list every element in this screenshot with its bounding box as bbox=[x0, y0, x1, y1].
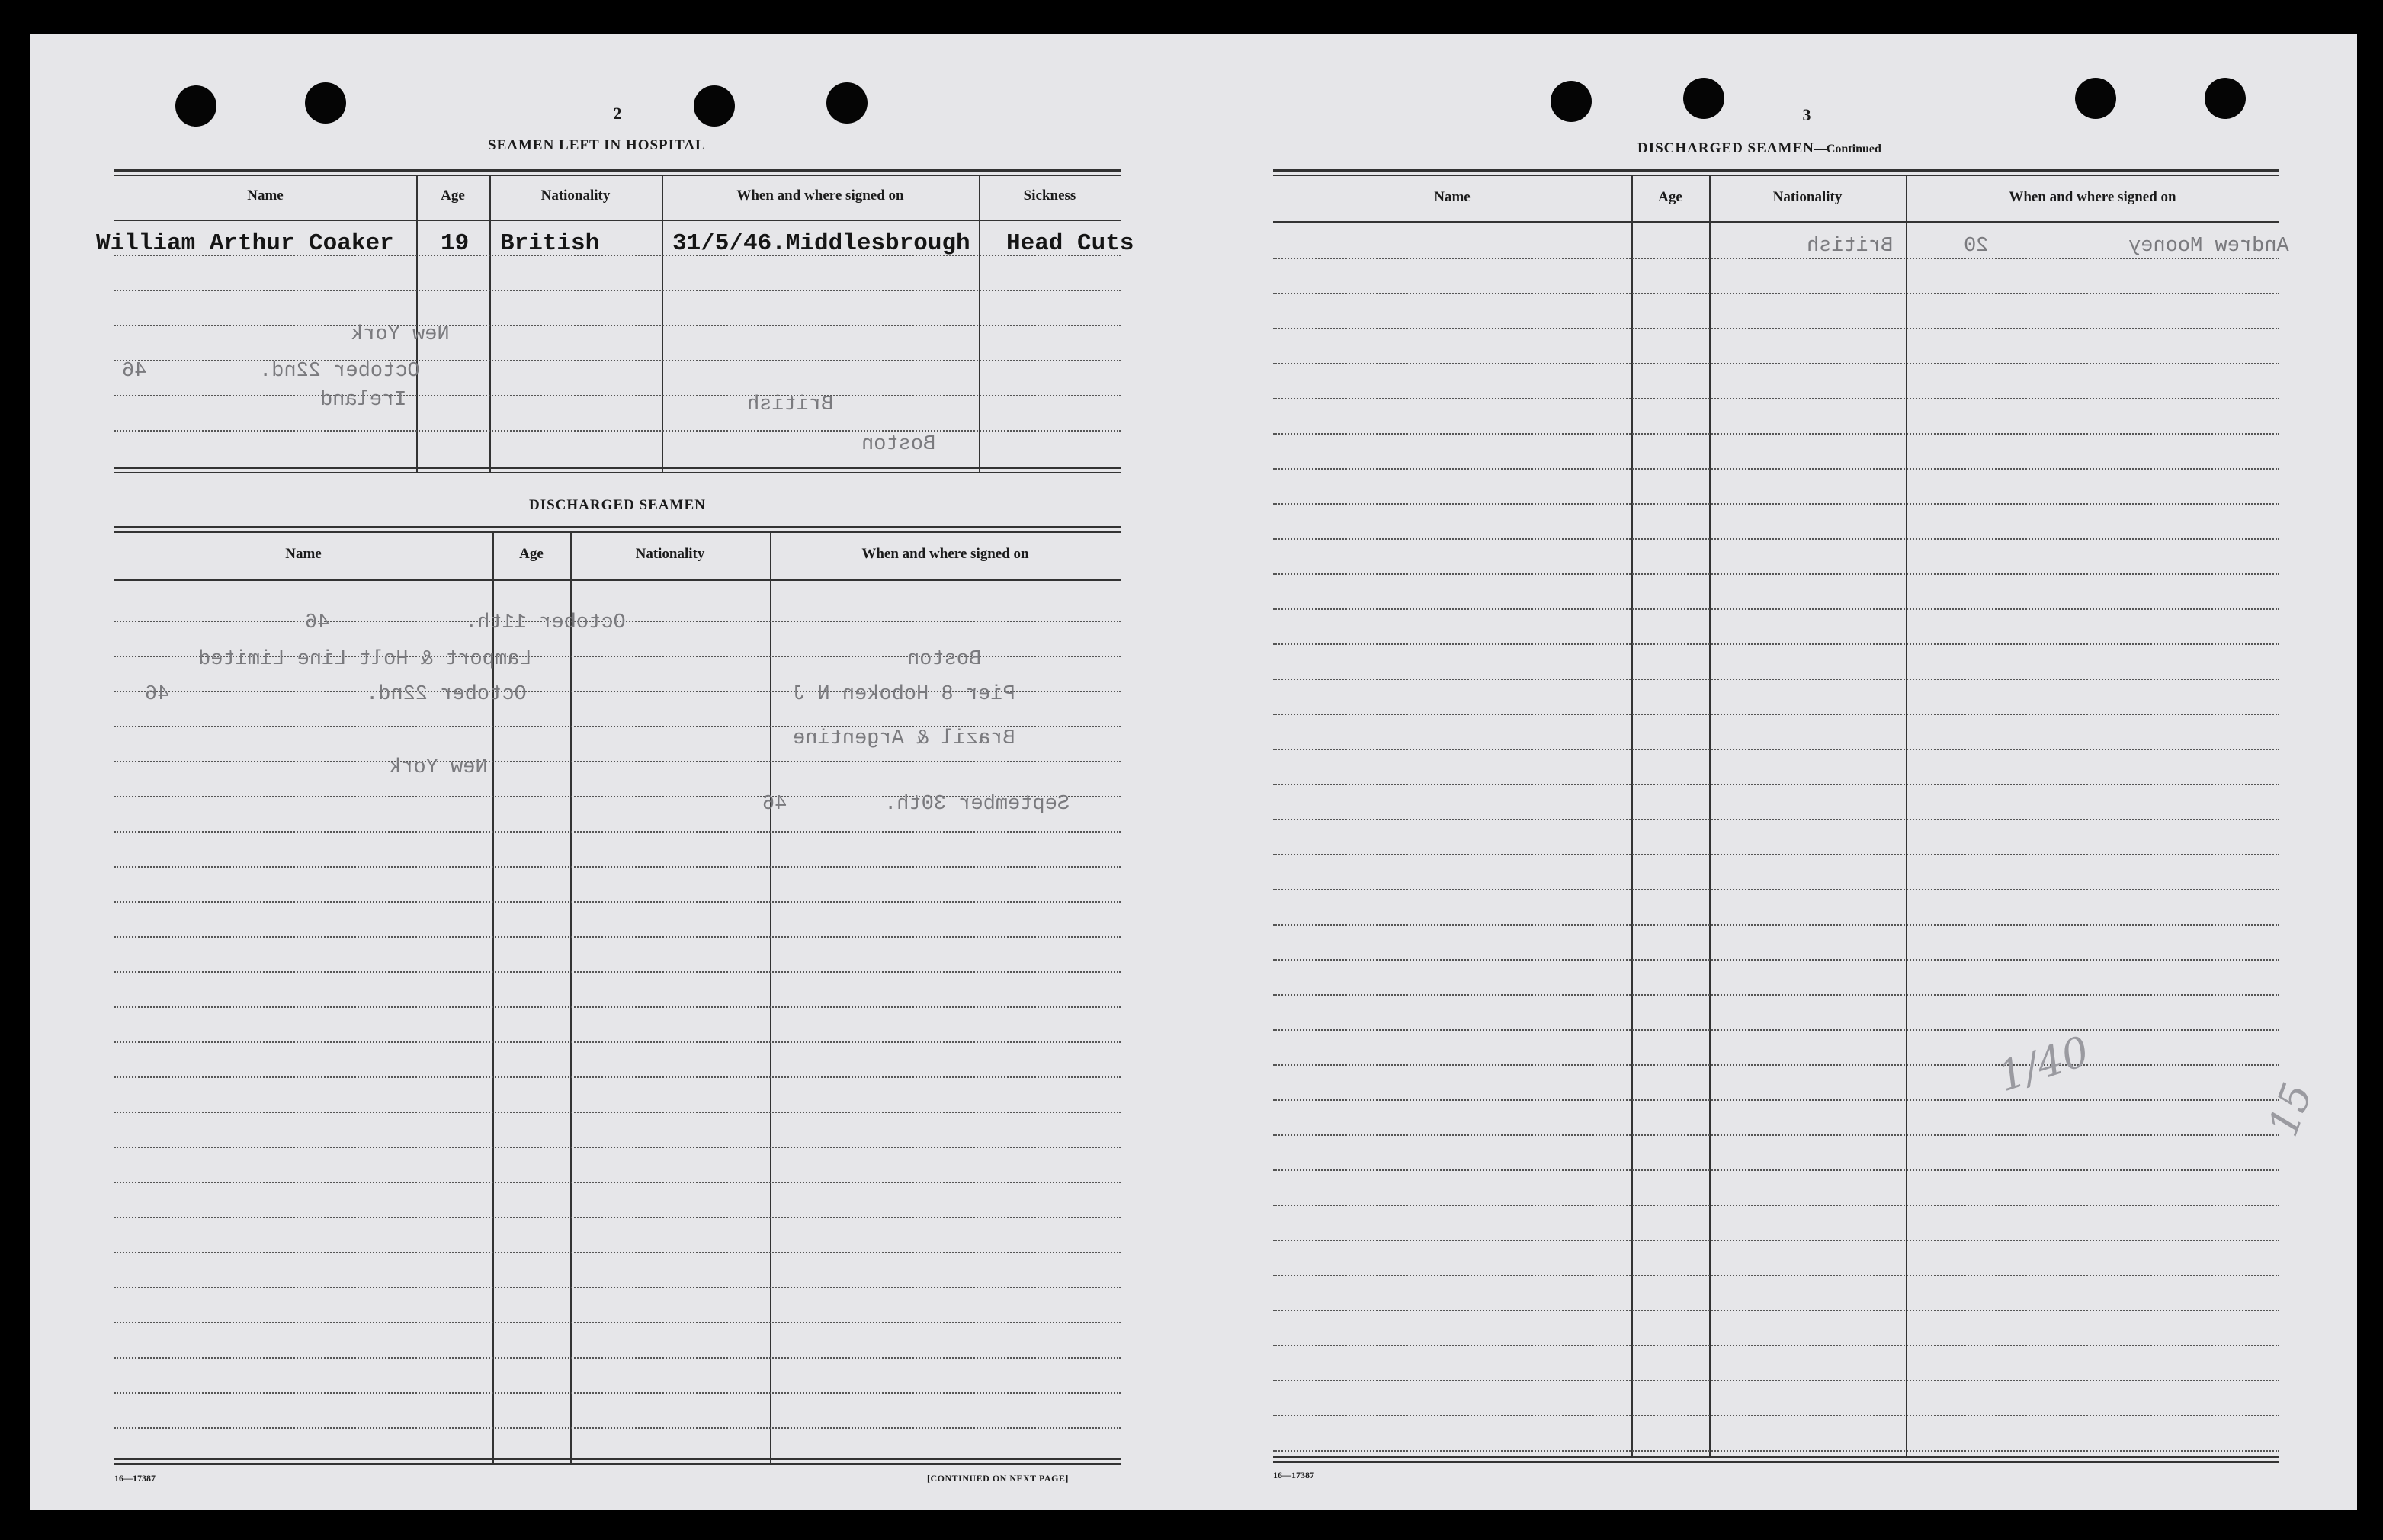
form-number: 16—17387 bbox=[114, 1473, 156, 1484]
punch-hole bbox=[2075, 78, 2116, 119]
row-line bbox=[114, 1112, 1121, 1113]
row-line bbox=[1273, 643, 2279, 645]
bleed-through-text: October 11th. bbox=[465, 611, 626, 634]
row-line bbox=[114, 1357, 1121, 1359]
row-line bbox=[114, 1252, 1121, 1253]
table-bottom-rule bbox=[114, 1458, 1121, 1465]
column-header-sickness: Sickness bbox=[1023, 188, 1076, 204]
hospital-row-sickness: Head Cuts bbox=[1006, 230, 1134, 257]
bleed-through-text: British bbox=[1807, 235, 1894, 258]
column-divider bbox=[570, 532, 572, 1464]
header-rule bbox=[1273, 221, 2279, 223]
row-line bbox=[1273, 328, 2279, 329]
row-line bbox=[1273, 749, 2279, 750]
bleed-through-text: Boston bbox=[861, 433, 936, 456]
row-line bbox=[114, 1041, 1121, 1043]
table-bottom-rule bbox=[1273, 1456, 2279, 1463]
page-number: 2 bbox=[613, 104, 622, 123]
row-line bbox=[114, 1076, 1121, 1078]
row-line bbox=[1273, 398, 2279, 399]
handwritten-mark: 1/40 bbox=[1992, 1026, 2096, 1102]
table-top-rule bbox=[1273, 169, 2279, 176]
title-continued: —Continued bbox=[1814, 143, 1881, 156]
continued-note: [CONTINUED ON NEXT PAGE] bbox=[927, 1473, 1069, 1484]
column-divider bbox=[662, 175, 663, 473]
page-number: 3 bbox=[1802, 105, 1811, 124]
bleed-through-text: 46 bbox=[762, 793, 787, 816]
punch-hole bbox=[1683, 78, 1724, 119]
row-line bbox=[1273, 1415, 2279, 1416]
bleed-through-text: Brazil & Argentine bbox=[793, 727, 1015, 750]
row-line bbox=[1273, 1310, 2279, 1311]
row-line bbox=[114, 1322, 1121, 1323]
bleed-through-text: September 30th. bbox=[884, 793, 1070, 816]
row-line bbox=[1273, 1029, 2279, 1031]
column-header-nationality: Nationality bbox=[540, 188, 611, 204]
form-number: 16—17387 bbox=[1273, 1470, 1314, 1481]
row-line bbox=[1273, 1205, 2279, 1206]
row-line bbox=[114, 430, 1121, 432]
column-header-age: Age bbox=[519, 546, 544, 562]
row-line bbox=[1273, 924, 2279, 926]
row-line bbox=[114, 290, 1121, 291]
bleed-through-text: October 22nd. bbox=[366, 683, 527, 706]
row-line bbox=[114, 1427, 1121, 1429]
row-line bbox=[1273, 959, 2279, 961]
column-divider bbox=[770, 532, 771, 1464]
punch-hole bbox=[1551, 81, 1592, 122]
bleed-through-text: Pier 8 Hoboken N J bbox=[793, 683, 1015, 706]
table-top-rule bbox=[114, 526, 1121, 533]
row-line bbox=[1273, 679, 2279, 680]
column-header-name: Name bbox=[247, 188, 284, 204]
row-line bbox=[1273, 714, 2279, 715]
row-line bbox=[114, 1182, 1121, 1183]
discharged-continued-title bbox=[1637, 140, 1881, 157]
punch-hole bbox=[305, 82, 346, 124]
row-line bbox=[114, 831, 1121, 833]
bleed-through-text: 46 bbox=[122, 360, 147, 383]
column-divider bbox=[979, 175, 980, 473]
punch-hole bbox=[694, 85, 735, 127]
hospital-row-age: 19 bbox=[441, 230, 470, 257]
column-header-nationality: Nationality bbox=[1772, 189, 1843, 205]
row-line bbox=[1273, 1169, 2279, 1171]
row-line bbox=[1273, 784, 2279, 785]
column-divider bbox=[489, 175, 491, 473]
column-header-nationality: Nationality bbox=[635, 546, 705, 562]
hospital-section-title: SEAMEN LEFT IN HOSPITAL bbox=[488, 137, 706, 153]
bleed-through-text: October 22nd. bbox=[259, 360, 420, 383]
row-line bbox=[1273, 1345, 2279, 1346]
bleed-through-text: Lamport & Holt Line Limited bbox=[198, 648, 532, 671]
discharged-section-title: DISCHARGED SEAMEN bbox=[529, 497, 706, 513]
row-line bbox=[114, 761, 1121, 762]
bleed-through-text: Ireland bbox=[320, 389, 407, 412]
bleed-through-text: New York bbox=[351, 323, 450, 346]
bleed-through-text: 46 bbox=[145, 683, 170, 706]
row-line bbox=[1273, 573, 2279, 575]
row-line bbox=[1273, 1134, 2279, 1136]
row-line bbox=[1273, 1380, 2279, 1381]
row-line bbox=[1273, 1450, 2279, 1452]
header-rule bbox=[114, 220, 1121, 221]
hospital-row-name: William Arthur Coaker bbox=[96, 230, 394, 257]
row-line bbox=[1273, 819, 2279, 820]
column-divider bbox=[1906, 175, 1907, 1456]
row-line bbox=[114, 901, 1121, 903]
row-line bbox=[114, 1217, 1121, 1218]
hospital-row-signed-on: 31/5/46.Middlesbrough bbox=[672, 230, 970, 257]
row-line bbox=[1273, 258, 2279, 259]
bleed-through-text: British bbox=[747, 393, 834, 416]
record-sheet bbox=[30, 34, 2357, 1510]
column-header-signed-on: When and where signed on bbox=[861, 546, 1029, 562]
handwritten-mark: 15 bbox=[2259, 1076, 2322, 1143]
bleed-through-text: New York bbox=[389, 756, 488, 779]
column-header-age: Age bbox=[441, 188, 465, 204]
bleed-through-text: Boston bbox=[907, 648, 982, 671]
column-header-signed-on: When and where signed on bbox=[2009, 189, 2176, 205]
row-line bbox=[1273, 293, 2279, 294]
row-line bbox=[1273, 994, 2279, 996]
row-line bbox=[1273, 1240, 2279, 1241]
row-line bbox=[1273, 854, 2279, 855]
row-line bbox=[1273, 468, 2279, 470]
punch-hole bbox=[826, 82, 868, 124]
row-line bbox=[114, 395, 1121, 396]
row-line bbox=[1273, 889, 2279, 890]
bleed-through-text: Andrew Mooney bbox=[2128, 235, 2289, 258]
row-line bbox=[114, 936, 1121, 938]
row-line bbox=[1273, 433, 2279, 435]
table-bottom-rule bbox=[114, 467, 1121, 473]
row-line bbox=[114, 1147, 1121, 1148]
hospital-row-nationality: British bbox=[500, 230, 600, 257]
row-line bbox=[114, 971, 1121, 973]
header-rule bbox=[114, 579, 1121, 581]
row-line bbox=[1273, 1099, 2279, 1101]
row-line bbox=[1273, 1275, 2279, 1276]
column-header-name: Name bbox=[1434, 189, 1471, 205]
row-line bbox=[114, 325, 1121, 326]
column-divider bbox=[1709, 175, 1711, 1456]
title-main: DISCHARGED SEAMEN bbox=[1637, 140, 1814, 156]
column-header-name: Name bbox=[285, 546, 322, 562]
row-line bbox=[114, 1392, 1121, 1394]
row-line bbox=[114, 866, 1121, 868]
row-line bbox=[1273, 1064, 2279, 1066]
punch-hole bbox=[2205, 78, 2246, 119]
row-line bbox=[114, 1287, 1121, 1288]
punch-hole bbox=[175, 85, 216, 127]
row-line bbox=[1273, 608, 2279, 610]
row-line bbox=[1273, 503, 2279, 505]
column-header-signed-on: When and where signed on bbox=[736, 188, 904, 204]
column-header-age: Age bbox=[1658, 189, 1682, 205]
bleed-through-text: 46 bbox=[305, 611, 330, 634]
row-line bbox=[114, 1006, 1121, 1008]
right-page bbox=[1250, 34, 2357, 1510]
row-line bbox=[1273, 538, 2279, 540]
row-line bbox=[1273, 363, 2279, 364]
table-top-rule bbox=[114, 169, 1121, 176]
column-divider bbox=[492, 532, 494, 1464]
bleed-through-text: 20 bbox=[1964, 235, 1989, 258]
column-divider bbox=[1631, 175, 1633, 1456]
left-page bbox=[30, 34, 1174, 1510]
